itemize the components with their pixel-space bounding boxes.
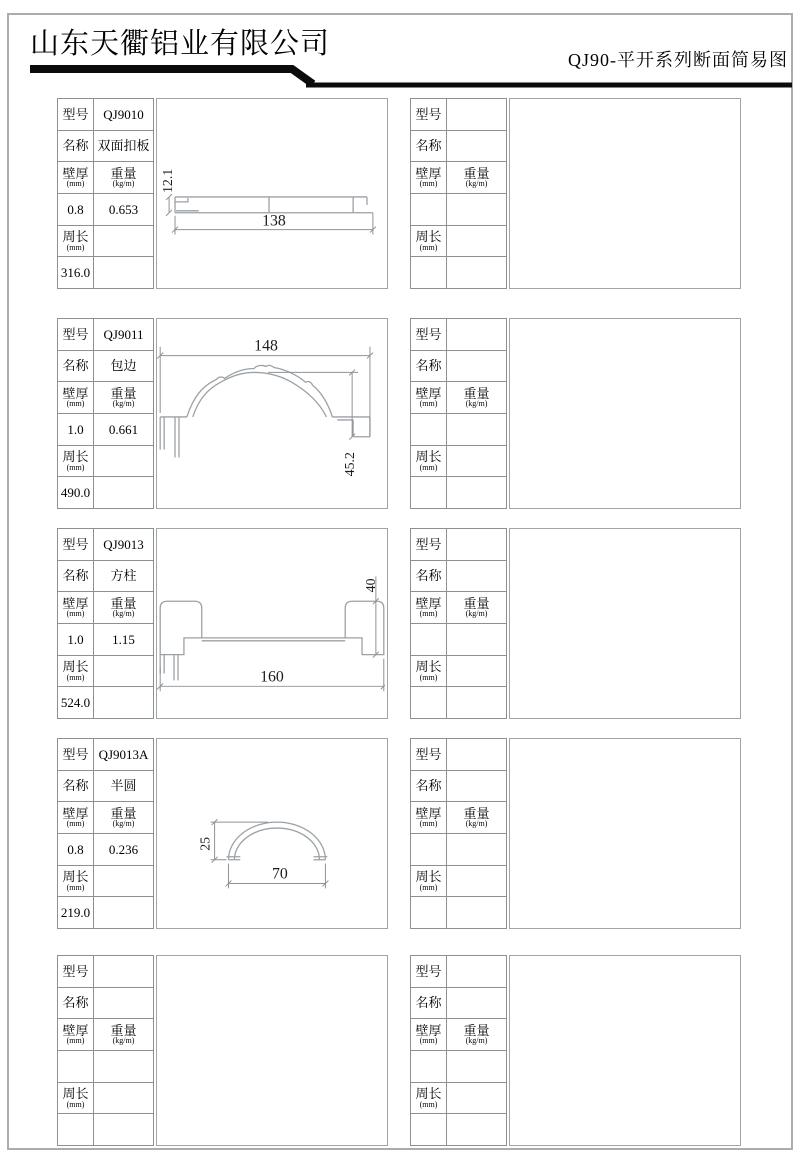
thickness-label: 壁厚 (mm) xyxy=(58,1019,94,1050)
perimeter-value: 316.0 xyxy=(58,257,94,288)
weight-value xyxy=(447,834,506,865)
name-value: 方柱 xyxy=(110,568,137,584)
profile-card-qj9013a xyxy=(57,738,388,929)
spec-table xyxy=(410,528,507,719)
dimension-label-height: 40 xyxy=(362,578,378,593)
thickness-label: 壁厚 (mm) xyxy=(58,592,94,623)
name-label: 名称 xyxy=(58,771,94,802)
name-label: 名称 xyxy=(411,561,447,592)
section-drawing-area xyxy=(156,98,388,289)
spec-table xyxy=(410,955,507,1146)
model-label: 型号 xyxy=(411,956,447,987)
thickness-label: 壁厚 (mm) xyxy=(411,802,447,833)
weight-label: 重量 (kg/m) xyxy=(463,386,490,409)
model-value xyxy=(94,956,153,987)
model-value: QJ9013A xyxy=(98,746,149,762)
thickness-label: 壁厚 (mm) xyxy=(411,382,447,413)
dimension-label-width: 160 xyxy=(260,668,284,686)
model-label: 型号 xyxy=(58,99,94,130)
page-subtitle: QJ90-平开系列断面简易图 xyxy=(568,50,788,70)
thickness-value: 0.8 xyxy=(58,834,94,865)
profile-drawing-qj9013a xyxy=(157,739,385,926)
thickness-value xyxy=(411,414,447,445)
perimeter-value xyxy=(411,477,447,508)
perimeter-value: 524.0 xyxy=(58,687,94,718)
weight-value xyxy=(447,624,506,655)
thickness-label: 壁厚 (mm) xyxy=(58,382,94,413)
name-value xyxy=(94,988,153,1019)
perimeter-label: 周长 (mm) xyxy=(411,656,447,687)
model-value xyxy=(447,99,506,130)
perimeter-value xyxy=(58,1114,94,1145)
thickness-value: 1.0 xyxy=(58,624,94,655)
name-label: 名称 xyxy=(411,131,447,162)
perimeter-label: 周长 (mm) xyxy=(411,1083,447,1114)
profile-drawing-qj9011 xyxy=(157,319,385,506)
section-drawing-area xyxy=(509,98,741,289)
name-value xyxy=(447,131,506,162)
weight-label: 重量 (kg/m) xyxy=(463,806,490,829)
thickness-label: 壁厚 (mm) xyxy=(411,1019,447,1050)
name-label: 名称 xyxy=(58,351,94,382)
dimension-label-height: 25 xyxy=(197,836,213,851)
thickness-label: 壁厚 (mm) xyxy=(411,592,447,623)
perimeter-label: 周长 (mm) xyxy=(58,226,94,257)
section-drawing-area xyxy=(509,318,741,509)
perimeter-label: 周长 (mm) xyxy=(411,446,447,477)
spec-table xyxy=(57,955,154,1146)
perimeter-value xyxy=(411,687,447,718)
weight-label: 重量 (kg/m) xyxy=(110,166,137,189)
weight-label: 重量 (kg/m) xyxy=(463,596,490,619)
spec-table xyxy=(410,738,507,929)
perimeter-value: 219.0 xyxy=(58,897,94,928)
profile-card-qj9010 xyxy=(57,98,388,289)
thickness-value: 1.0 xyxy=(58,414,94,445)
model-value xyxy=(447,739,506,770)
section-drawing-area xyxy=(509,528,741,719)
weight-label: 重量 (kg/m) xyxy=(463,166,490,189)
weight-value xyxy=(447,414,506,445)
profile-card-empty xyxy=(410,318,741,509)
weight-value xyxy=(447,194,506,225)
section-drawing-area xyxy=(156,318,388,509)
dimension-label-height: 45.2 xyxy=(342,452,358,477)
profile-card-empty xyxy=(57,955,388,1146)
weight-value xyxy=(447,1051,506,1082)
name-value: 包边 xyxy=(110,358,137,374)
weight-label: 重量 (kg/m) xyxy=(110,1023,137,1046)
profile-card-qj9013 xyxy=(57,528,388,719)
spec-table xyxy=(410,318,507,509)
thickness-value xyxy=(411,194,447,225)
dimension-label-height: 12.1 xyxy=(160,168,176,193)
weight-value: 0.236 xyxy=(108,841,139,857)
dimension-label-width: 138 xyxy=(262,212,286,230)
weight-value: 0.653 xyxy=(108,201,139,217)
thickness-value xyxy=(411,834,447,865)
model-label: 型号 xyxy=(411,319,447,350)
thickness-value xyxy=(58,1051,94,1082)
name-value xyxy=(447,561,506,592)
name-label: 名称 xyxy=(58,988,94,1019)
model-value xyxy=(447,956,506,987)
model-label: 型号 xyxy=(411,529,447,560)
model-label: 型号 xyxy=(411,739,447,770)
dimension-label-width: 70 xyxy=(271,865,288,883)
profile-card-empty xyxy=(410,955,741,1146)
name-label: 名称 xyxy=(58,561,94,592)
model-value xyxy=(447,319,506,350)
name-label: 名称 xyxy=(58,131,94,162)
thickness-label: 壁厚 (mm) xyxy=(58,162,94,193)
profile-card-qj9011 xyxy=(57,318,388,509)
company-title: 山东天衢铝业有限公司 xyxy=(30,28,331,60)
section-drawing-area xyxy=(156,738,388,929)
model-label: 型号 xyxy=(58,319,94,350)
perimeter-label: 周长 (mm) xyxy=(58,866,94,897)
thickness-label: 壁厚 (mm) xyxy=(411,162,447,193)
weight-label: 重量 (kg/m) xyxy=(463,1023,490,1046)
perimeter-label: 周长 (mm) xyxy=(58,656,94,687)
name-value xyxy=(447,771,506,802)
model-label: 型号 xyxy=(58,529,94,560)
thickness-value xyxy=(411,624,447,655)
perimeter-label: 周长 (mm) xyxy=(411,866,447,897)
weight-label: 重量 (kg/m) xyxy=(110,806,137,829)
profile-drawing-qj9013 xyxy=(157,529,385,716)
model-label: 型号 xyxy=(58,956,94,987)
weight-value: 1.15 xyxy=(112,631,135,647)
spec-table xyxy=(57,318,154,509)
model-label: 型号 xyxy=(411,99,447,130)
dimension-label-width: 148 xyxy=(254,337,278,355)
perimeter-value: 490.0 xyxy=(58,477,94,508)
section-drawing-area xyxy=(509,955,741,1146)
weight-value xyxy=(94,1051,153,1082)
section-drawing-area xyxy=(509,738,741,929)
name-value xyxy=(447,351,506,382)
model-value: QJ9011 xyxy=(103,326,144,342)
name-value: 双面扣板 xyxy=(97,138,150,154)
spec-table xyxy=(410,98,507,289)
perimeter-label: 周长 (mm) xyxy=(58,1083,94,1114)
weight-value: 0.661 xyxy=(108,421,139,437)
name-label: 名称 xyxy=(411,771,447,802)
profile-card-empty xyxy=(410,528,741,719)
perimeter-value xyxy=(411,897,447,928)
profile-drawing-qj9010 xyxy=(157,99,385,286)
perimeter-value xyxy=(411,257,447,288)
perimeter-label: 周长 (mm) xyxy=(411,226,447,257)
name-label: 名称 xyxy=(411,351,447,382)
perimeter-value xyxy=(411,1114,447,1145)
spec-table xyxy=(57,528,154,719)
model-value: QJ9013 xyxy=(103,536,144,552)
section-drawing-area xyxy=(156,528,388,719)
name-label: 名称 xyxy=(411,988,447,1019)
profile-card-empty xyxy=(410,738,741,929)
thickness-label: 壁厚 (mm) xyxy=(58,802,94,833)
spec-table xyxy=(57,98,154,289)
name-value xyxy=(447,988,506,1019)
spec-table xyxy=(57,738,154,929)
weight-label: 重量 (kg/m) xyxy=(110,386,137,409)
thickness-value xyxy=(411,1051,447,1082)
model-label: 型号 xyxy=(58,739,94,770)
section-drawing-area xyxy=(156,955,388,1146)
thickness-value: 0.8 xyxy=(58,194,94,225)
weight-label: 重量 (kg/m) xyxy=(110,596,137,619)
perimeter-label: 周长 (mm) xyxy=(58,446,94,477)
model-value xyxy=(447,529,506,560)
name-value: 半圆 xyxy=(110,778,137,794)
profile-card-empty xyxy=(410,98,741,289)
model-value: QJ9010 xyxy=(103,106,144,122)
